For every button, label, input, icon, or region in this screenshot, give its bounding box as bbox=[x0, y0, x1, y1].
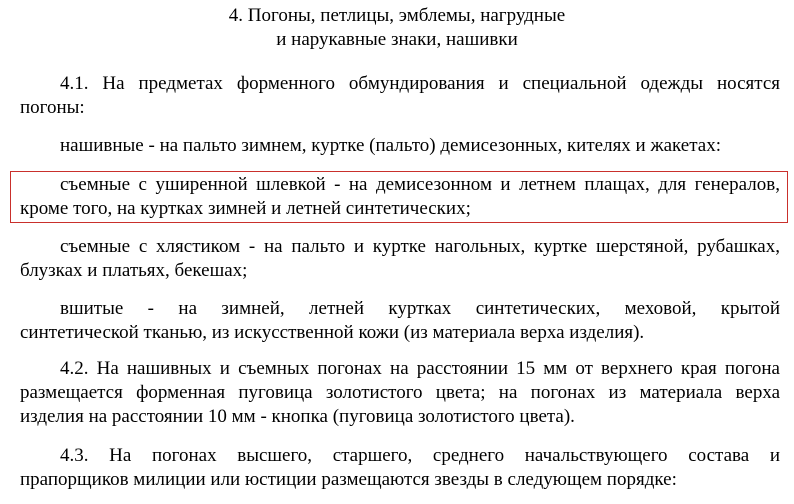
paragraph-line: 4.2. На нашивных и съемных погонах на расстоянии 15 мм от верхнего края погона bbox=[60, 358, 780, 379]
paragraph-line: размещается форменная пуговица золотистого цвета; на погонах из материала верха bbox=[20, 382, 780, 403]
paragraph-line: съемные с хлястиком - на пальто и куртке нагольных, куртке шерстяной, рубашках, bbox=[60, 236, 780, 257]
paragraph-line: блузках и платьях, бекешах; bbox=[20, 260, 248, 281]
paragraph-line: синтетической тканью, из искусственной кожи (из материала верха изделия). bbox=[20, 322, 645, 343]
paragraph-4-2 bbox=[20, 357, 780, 429]
section-title-line-1: 4. Погоны, петлицы, эмблемы, нагрудные bbox=[228, 5, 566, 26]
paragraph-line: съемные с уширенной шлевкой - на демисезонном и летнем плащах, для генералов, bbox=[60, 174, 780, 195]
paragraph-4-1 bbox=[20, 72, 780, 120]
section-title bbox=[0, 4, 794, 52]
paragraph-sewn bbox=[20, 134, 780, 158]
paragraph-line: погоны: bbox=[20, 97, 85, 118]
paragraph-line: нашивные - на пальто зимнем, куртке (пальто) демисезонных, кителях и жакетах: bbox=[60, 135, 721, 156]
paragraph-line: 4.1. На предметах форменного обмундирования и специальной одежды носятся bbox=[60, 73, 780, 94]
paragraph-line: кроме того, на куртках зимней и летней синтетических; bbox=[20, 198, 471, 219]
paragraph-removable-wide bbox=[20, 173, 780, 221]
paragraph-4-3 bbox=[20, 444, 780, 492]
paragraph-line: прапорщиков милиции или юстиции размещаются звезды в следующем порядке: bbox=[20, 469, 677, 490]
paragraph-line: вшитые - на зимней, летней куртках синтетических, меховой, крытой bbox=[60, 298, 780, 319]
section-title-line-2: и нарукавные знаки, нашивки bbox=[276, 29, 518, 50]
paragraph-line: изделия на расстоянии 10 мм - кнопка (пуговица золотистого цвета). bbox=[20, 406, 575, 427]
paragraph-removable-tab bbox=[20, 235, 780, 283]
paragraph-line: 4.3. На погонах высшего, старшего, среднего начальствующего состава и bbox=[60, 445, 780, 466]
paragraph-sewn-in bbox=[20, 297, 780, 345]
